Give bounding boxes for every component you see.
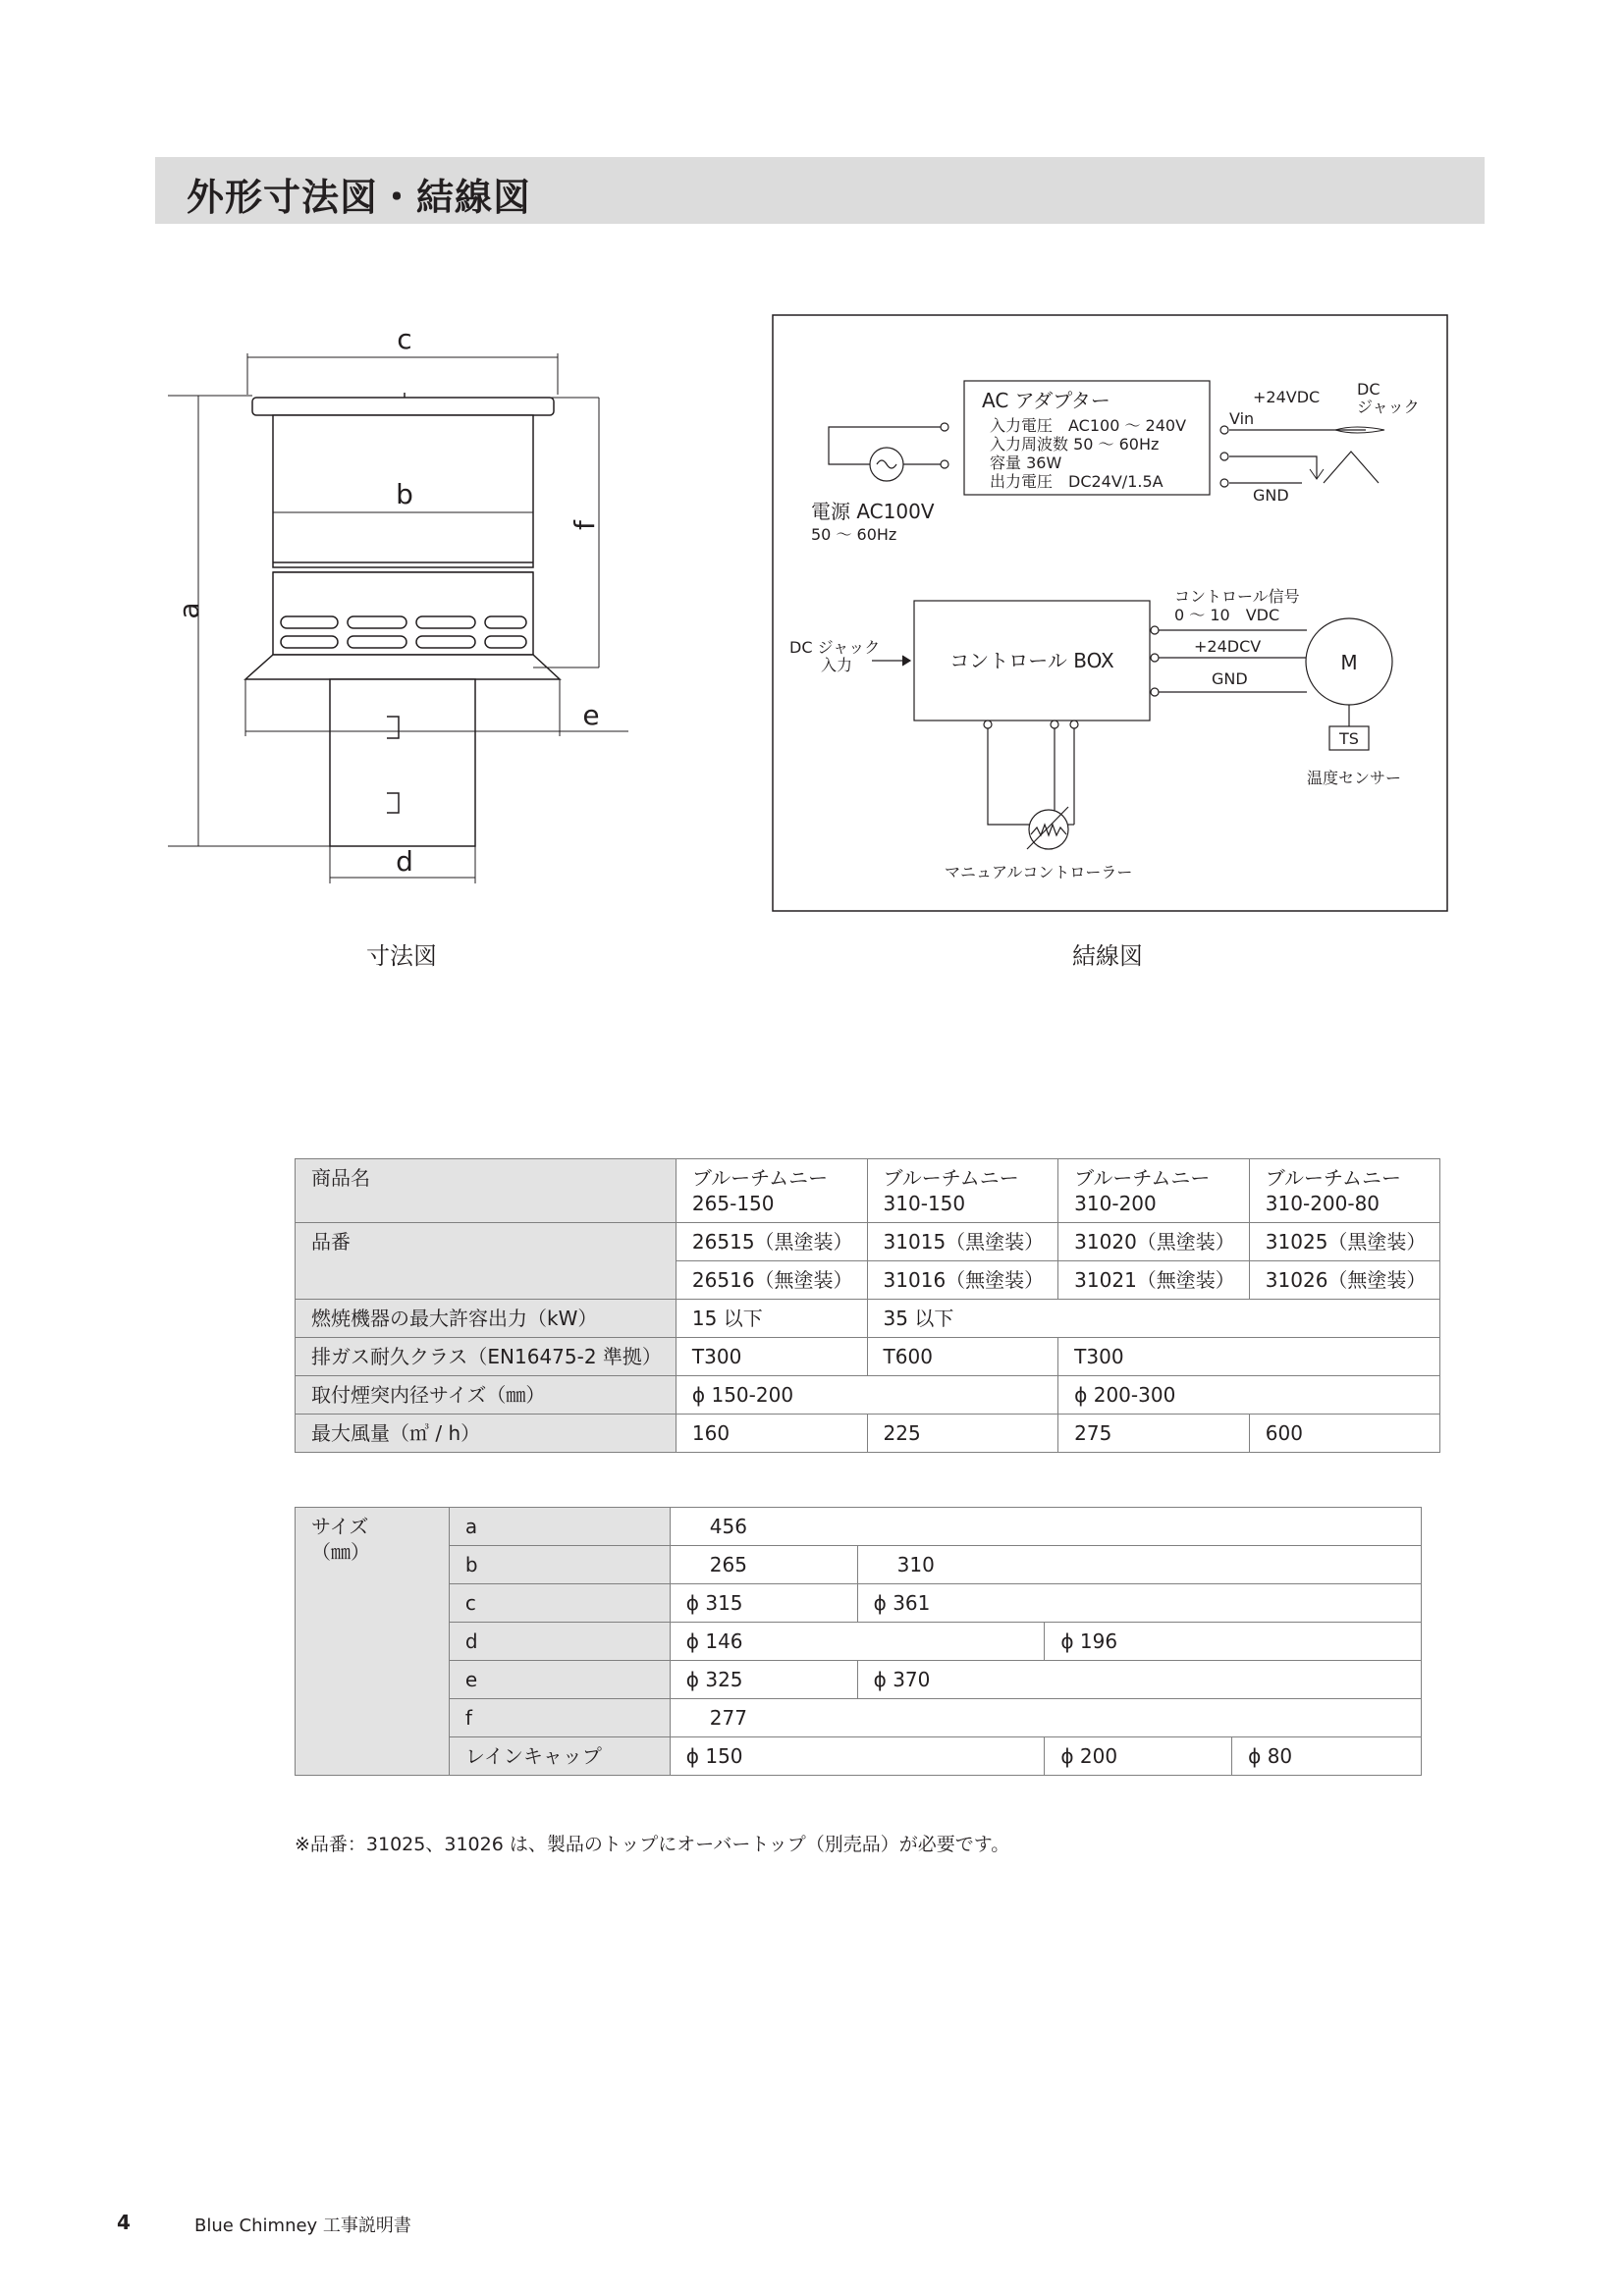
adapter-spec-capacity: 容量 36W bbox=[990, 454, 1062, 472]
ts-label: TS bbox=[1339, 729, 1359, 748]
part-no-cell: 31020（黒塗装） bbox=[1058, 1223, 1250, 1261]
table-row bbox=[296, 1338, 1440, 1376]
max-output-cell: 35 以下 bbox=[867, 1300, 1440, 1338]
part-no-cell: 26516（無塗装） bbox=[676, 1261, 867, 1300]
airflow-cell: 160 bbox=[676, 1415, 867, 1453]
size-value-cell: ϕ 361 bbox=[857, 1584, 1421, 1623]
table-row bbox=[296, 1661, 1422, 1699]
size-table bbox=[295, 1507, 1422, 1776]
product-name-label: 商品名 bbox=[296, 1159, 677, 1223]
size-value-cell: ϕ 196 bbox=[1045, 1623, 1422, 1661]
dim-label-f: f bbox=[568, 520, 601, 530]
table-row bbox=[296, 1415, 1440, 1453]
adapter-spec-voltage: 入力電圧 AC100 ～ 240V bbox=[990, 416, 1187, 435]
wiring-caption: 結線図 bbox=[1072, 942, 1143, 970]
dim-label-a: a bbox=[173, 602, 205, 619]
size-key-a: a bbox=[449, 1508, 670, 1546]
size-value-cell: ϕ 200 bbox=[1045, 1737, 1232, 1776]
dimension-drawing-svg bbox=[167, 314, 638, 903]
title-bar bbox=[155, 157, 1485, 224]
size-value-cell: ϕ 80 bbox=[1232, 1737, 1422, 1776]
adapter-spec-output: 出力電圧 DC24V/1.5A bbox=[990, 472, 1164, 491]
plus-24dcv-label: +24DCV bbox=[1194, 637, 1262, 656]
size-key-e: e bbox=[449, 1661, 670, 1699]
table-row bbox=[296, 1300, 1440, 1338]
table-row bbox=[296, 1623, 1422, 1661]
table-row bbox=[296, 1699, 1422, 1737]
dim-label-d: d bbox=[396, 845, 413, 878]
size-key-rain-cap: レインキャップ bbox=[449, 1737, 670, 1776]
size-value-cell: 456 bbox=[670, 1508, 1421, 1546]
adapter-title: AC アダプター bbox=[982, 389, 1110, 412]
table-row bbox=[296, 1159, 1440, 1223]
temp-sensor-label: 温度センサー bbox=[1307, 769, 1402, 787]
flue-size-cell: ϕ 200-300 bbox=[1058, 1376, 1440, 1415]
size-key-c: c bbox=[449, 1584, 670, 1623]
table-row bbox=[296, 1546, 1422, 1584]
power-source-label: 電源 AC100V bbox=[811, 500, 935, 523]
table-row bbox=[296, 1584, 1422, 1623]
page-title: 外形寸法図・結線図 bbox=[187, 176, 532, 219]
vin-label: Vin bbox=[1229, 409, 1255, 428]
size-value-cell: ϕ 146 bbox=[670, 1623, 1045, 1661]
part-no-cell: 26515（黒塗装） bbox=[676, 1223, 867, 1261]
size-value-cell: 277 bbox=[670, 1699, 1421, 1737]
manual-controller-label: マニュアルコントローラー bbox=[945, 863, 1133, 881]
size-value-cell: 310 bbox=[857, 1546, 1421, 1584]
control-signal-label-2: 0 ～ 10 VDC bbox=[1174, 606, 1280, 624]
size-key-d: d bbox=[449, 1623, 670, 1661]
table-row bbox=[296, 1376, 1440, 1415]
product-name-cell: ブルーチムニー 310-200-80 bbox=[1249, 1159, 1440, 1223]
flue-size-cell: ϕ 150-200 bbox=[676, 1376, 1057, 1415]
product-name-cell: ブルーチムニー 310-200 bbox=[1058, 1159, 1250, 1223]
dim-label-e: e bbox=[582, 699, 600, 731]
dc-jack-label-2: ジャック bbox=[1357, 398, 1420, 416]
dimension-caption: 寸法図 bbox=[366, 942, 437, 970]
part-no-label: 品番 bbox=[296, 1223, 677, 1300]
dim-label-c: c bbox=[397, 323, 412, 355]
table-row bbox=[296, 1737, 1422, 1776]
part-no-cell: 31015（黒塗装） bbox=[867, 1223, 1058, 1261]
part-no-cell: 31026（無塗装） bbox=[1249, 1261, 1440, 1300]
part-no-cell: 31021（無塗装） bbox=[1058, 1261, 1250, 1300]
gas-class-cell: T300 bbox=[676, 1338, 867, 1376]
airflow-cell: 600 bbox=[1249, 1415, 1440, 1453]
dc-jack-label-1: DC bbox=[1357, 380, 1380, 399]
page-number: 4 bbox=[117, 2211, 131, 2234]
size-value-cell: ϕ 370 bbox=[857, 1661, 1421, 1699]
size-key-b: b bbox=[449, 1546, 670, 1584]
dc-jack-input-label-2: 入力 bbox=[821, 656, 853, 674]
gas-class-cell: T600 bbox=[867, 1338, 1058, 1376]
wiring-diagram-svg bbox=[772, 314, 1449, 913]
size-value-cell: ϕ 325 bbox=[670, 1661, 857, 1699]
table-row bbox=[296, 1508, 1422, 1546]
size-value-cell: 265 bbox=[670, 1546, 857, 1584]
size-key-f: f bbox=[449, 1699, 670, 1737]
document-title: Blue Chimney 工事説明書 bbox=[194, 2216, 411, 2236]
airflow-label: 最大風量（㎥ / h） bbox=[296, 1415, 677, 1453]
max-output-label: 燃焼機器の最大許容出力（kW） bbox=[296, 1300, 677, 1338]
size-value-cell: ϕ 150 bbox=[670, 1737, 1045, 1776]
dc-jack-input-label-1: DC ジャック bbox=[789, 638, 881, 657]
dimension-drawing bbox=[167, 314, 638, 903]
adapter-spec-frequency: 入力周波数 50 ～ 60Hz bbox=[990, 435, 1160, 454]
power-freq-label: 50 ～ 60Hz bbox=[811, 525, 897, 544]
gas-class-label: 排ガス耐久クラス（EN16475-2 準拠） bbox=[296, 1338, 677, 1376]
flue-size-label: 取付煙突内径サイズ（㎜） bbox=[296, 1376, 677, 1415]
gnd-mid-label: GND bbox=[1212, 669, 1248, 688]
product-name-cell: ブルーチムニー 310-150 bbox=[867, 1159, 1058, 1223]
part-no-cell: 31016（無塗装） bbox=[867, 1261, 1058, 1300]
wiring-diagram bbox=[772, 314, 1449, 913]
size-label: サイズ （㎜） bbox=[296, 1508, 450, 1776]
airflow-cell: 225 bbox=[867, 1415, 1058, 1453]
table-row bbox=[296, 1223, 1440, 1261]
gnd-top-label: GND bbox=[1253, 486, 1289, 505]
control-box-label: コントロール BOX bbox=[949, 649, 1114, 672]
footnote: ※品番：31025、31026 は、製品のトップにオーバートップ（別売品）が必要です。 bbox=[295, 1834, 1010, 1855]
motor-label: M bbox=[1340, 651, 1358, 674]
product-name-cell: ブルーチムニー 265-150 bbox=[676, 1159, 867, 1223]
size-value-cell: ϕ 315 bbox=[670, 1584, 857, 1623]
dim-label-b: b bbox=[396, 478, 413, 510]
control-signal-label-1: コントロール信号 bbox=[1174, 587, 1300, 606]
gas-class-cell: T300 bbox=[1058, 1338, 1440, 1376]
part-no-cell: 31025（黒塗装） bbox=[1249, 1223, 1440, 1261]
spec-table bbox=[295, 1158, 1440, 1453]
plus-24vdc-label: +24VDC bbox=[1253, 388, 1321, 406]
airflow-cell: 275 bbox=[1058, 1415, 1250, 1453]
max-output-cell: 15 以下 bbox=[676, 1300, 867, 1338]
